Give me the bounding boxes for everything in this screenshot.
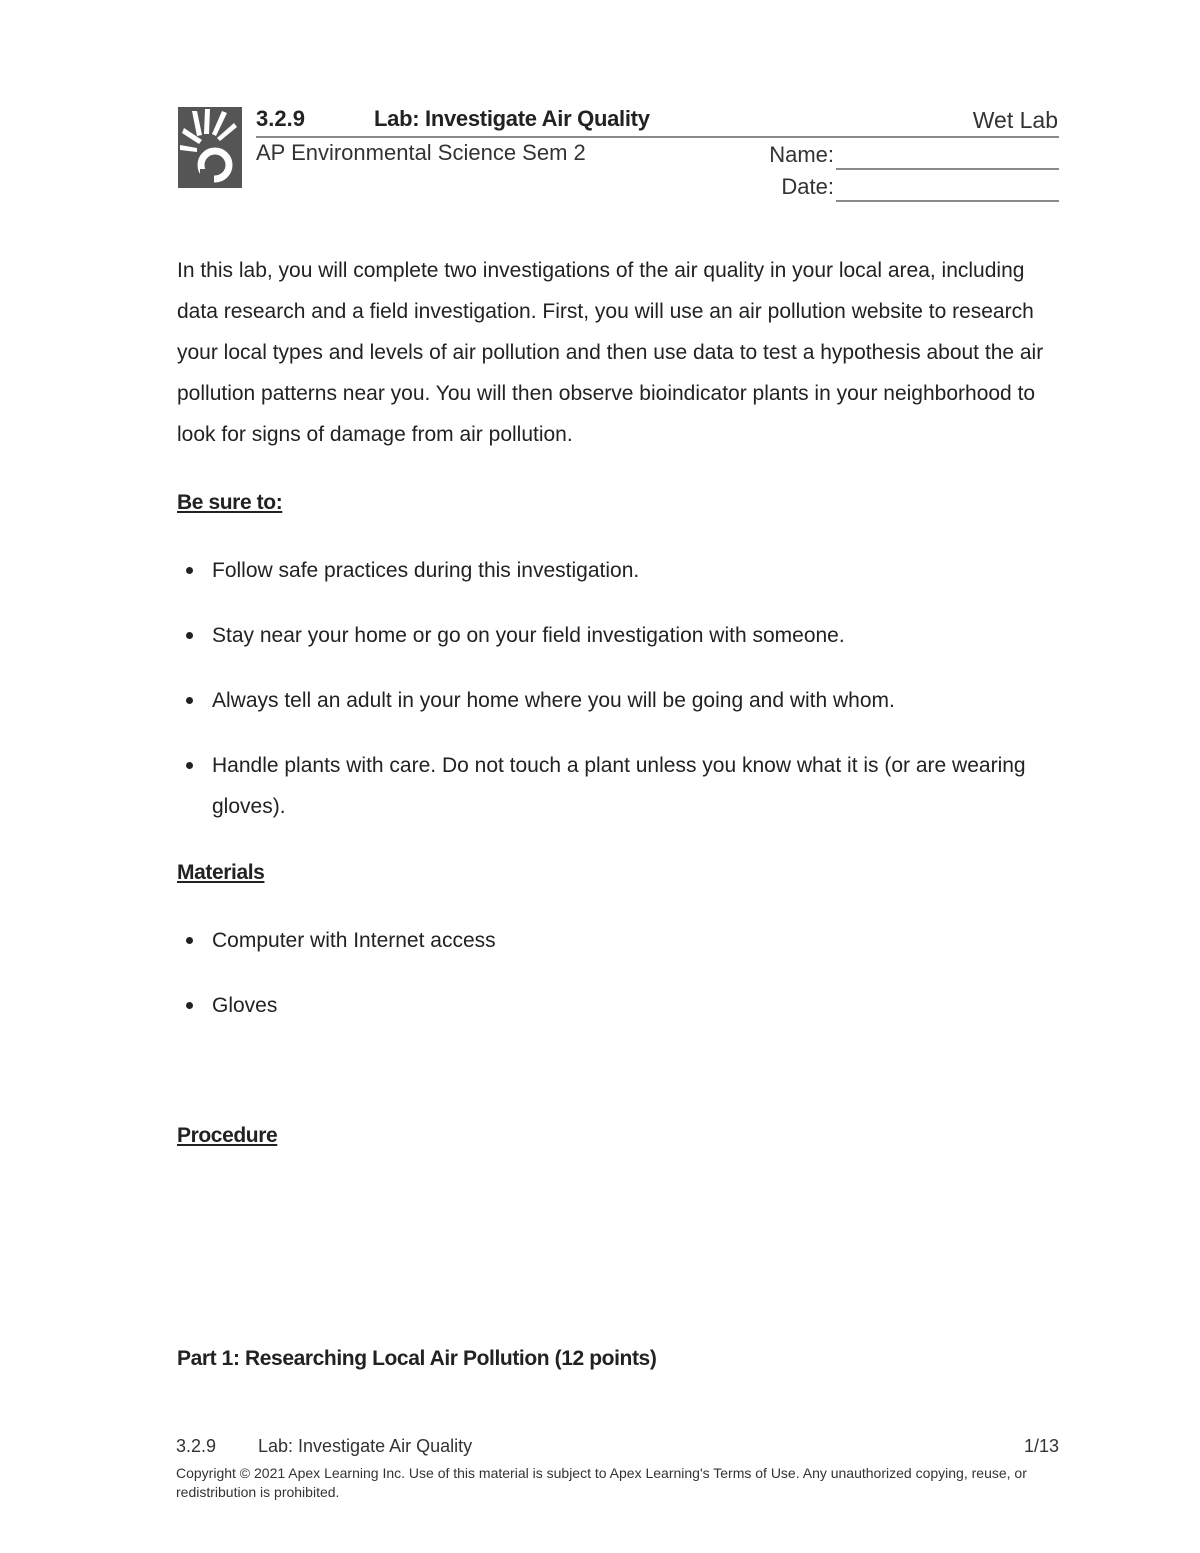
bullet-icon — [186, 937, 193, 944]
date-field[interactable] — [836, 200, 1059, 202]
header-rule — [256, 136, 1059, 138]
materials-heading: Materials — [177, 861, 265, 884]
list-item: Handle plants with care. Do not touch a plant unless you know what it is (or are wearing gloves). — [177, 745, 1057, 827]
part1-heading: Part 1: Researching Local Air Pollution (12 points) — [177, 1347, 657, 1370]
bullet-icon — [186, 762, 193, 769]
list-item: Follow safe practices during this investigation. — [177, 550, 1057, 591]
list-item: Stay near your home or go on your field investigation with someone. — [177, 615, 1057, 656]
lesson-title: Lab: Investigate Air Quality — [374, 106, 650, 131]
bullet-icon — [186, 1002, 193, 1009]
procedure-heading: Procedure — [177, 1124, 278, 1147]
list-item: Computer with Internet access — [177, 920, 1057, 961]
date-label: Date: — [781, 174, 834, 199]
lesson-number: 3.2.9 — [256, 106, 305, 131]
page-number: 1/13 — [1023, 1436, 1059, 1456]
materials-list — [177, 920, 1057, 1026]
be-sure-heading: Be sure to: — [177, 491, 283, 514]
list-item: Always tell an adult in your home where you will be going and with whom. — [177, 680, 1057, 721]
name-label: Name: — [769, 142, 834, 167]
bullet-icon — [186, 567, 193, 574]
name-field[interactable] — [836, 168, 1059, 170]
list-item: Gloves — [177, 985, 1057, 1026]
lab-type: Wet Lab — [972, 107, 1058, 133]
intro-paragraph: In this lab, you will complete two investigations of the air quality in your local area, including data research and a field investigation. First, you will use an air pollution website to research your local types and levels of air pollution and then use data to test a hypothesis about the air pollution patterns near you. You will then observe bioindicator plants in your neighborhood to look for signs of damage from air pollution. — [177, 259, 1044, 446]
bullet-icon — [186, 632, 193, 639]
course-name: AP Environmental Science Sem 2 — [256, 140, 586, 165]
copyright-notice: Copyright © 2021 Apex Learning Inc. Use of this material is subject to Apex Learning's Terms of Use. Any unauthorized copying, reuse, or redistribution is prohibited. — [176, 1465, 1027, 1500]
document-body — [177, 250, 1057, 1148]
bullet-icon — [186, 697, 193, 704]
be-sure-list — [177, 550, 1057, 827]
footer-lesson-number: 3.2.9 — [176, 1436, 217, 1456]
apex-learning-logo-icon — [178, 107, 242, 188]
footer-lesson-title: Lab: Investigate Air Quality — [258, 1436, 473, 1456]
